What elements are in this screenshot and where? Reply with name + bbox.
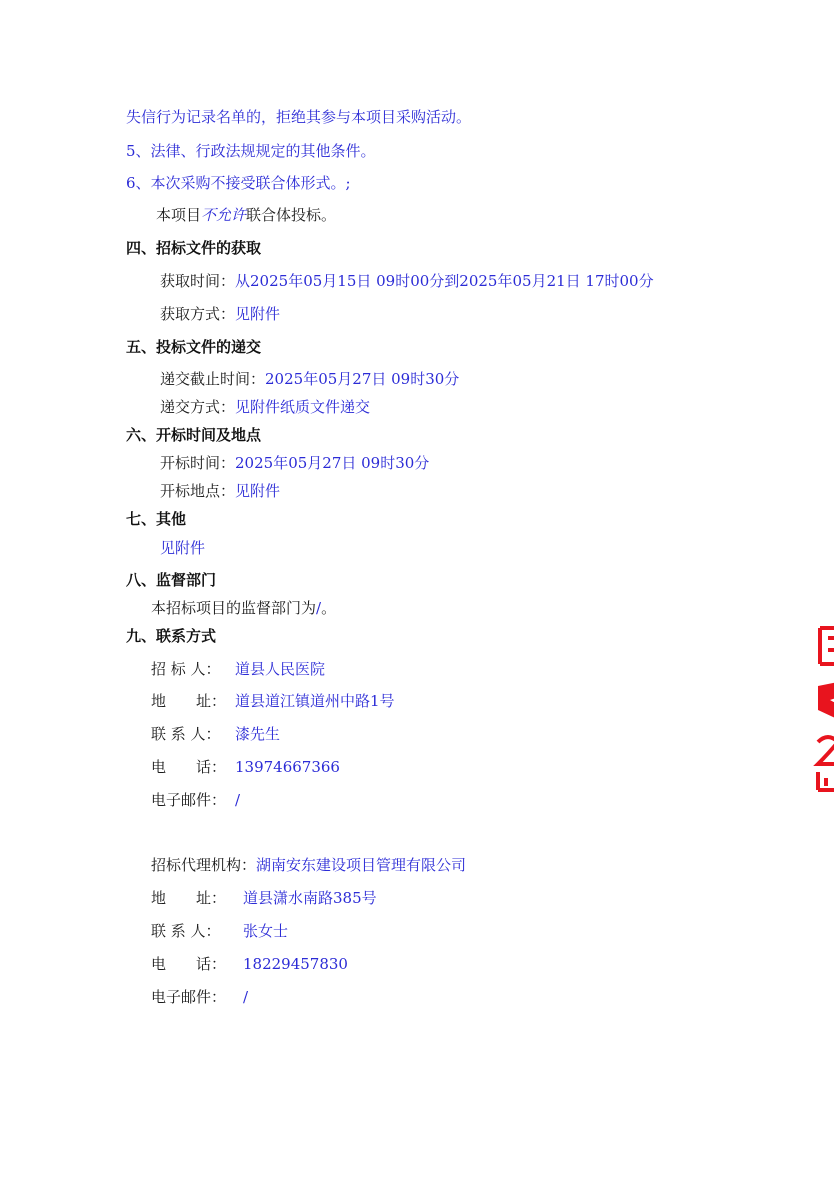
submission-method-value: 见附件纸质文件递交: [235, 398, 371, 416]
agency-name-label: 招标代理机构：: [151, 856, 257, 874]
submission-method-row: [160, 397, 370, 417]
supervision-suffix: 。: [321, 599, 337, 617]
tenderer-name-value: 道县人民医院: [235, 660, 326, 678]
acquisition-method-label: 获取方式：: [160, 305, 236, 323]
seal-stamp-icon: [808, 620, 834, 795]
consortium-statement: [156, 205, 336, 225]
consortium-prefix: 本项目: [156, 206, 202, 224]
qualification-item-5: 5、法律、行政法规规定的其他条件。: [126, 142, 376, 160]
agency-email-row: [151, 987, 248, 1007]
tenderer-address-value: 道县道江镇道州中路1号: [235, 692, 395, 710]
section-9-heading: 九、联系方式: [126, 627, 217, 645]
tenderer-address-row: [151, 691, 395, 711]
opening-time-label: 开标时间：: [160, 454, 236, 472]
agency-name-row: [151, 855, 466, 875]
tenderer-phone-value: 13974667366: [235, 758, 340, 776]
consortium-value: 不允许: [201, 206, 247, 224]
qualification-text-continued: 失信行为记录名单的，拒绝其参与本项目采购活动。: [126, 108, 472, 126]
opening-place-value: 见附件: [235, 482, 281, 500]
acquisition-time-row: [160, 271, 654, 291]
consortium-suffix: 联合体投标。: [246, 206, 337, 224]
acquisition-time-value: 从2025年05月15日 09时00分到2025年05月21日 17时00分: [235, 272, 654, 290]
opening-place-label: 开标地点：: [160, 482, 236, 500]
agency-contact-label: 联 系 人：: [151, 922, 221, 940]
tenderer-contact-row: [151, 724, 280, 744]
agency-email-value: /: [243, 988, 249, 1006]
agency-phone-row: [151, 954, 348, 974]
tenderer-email-row: [151, 790, 240, 810]
qualification-item-6: 6、本次采购不接受联合体形式。;: [126, 174, 351, 192]
opening-time-row: [160, 453, 429, 473]
agency-phone-label: 电 话：: [151, 955, 227, 973]
supervision-prefix: 本招标项目的监督部门为: [151, 599, 317, 617]
acquisition-time-label: 获取时间：: [160, 272, 236, 290]
tenderer-phone-row: [151, 757, 340, 777]
tenderer-contact-value: 漆先生: [235, 725, 281, 743]
tenderer-name-label: 招 标 人：: [151, 660, 221, 678]
agency-email-label: 电子邮件：: [151, 988, 227, 1006]
opening-time-value: 2025年05月27日 09时30分: [235, 454, 430, 472]
submission-deadline-label: 递交截止时间：: [160, 370, 266, 388]
tenderer-contact-label: 联 系 人：: [151, 725, 221, 743]
section-7-heading: 七、其他: [126, 510, 187, 528]
agency-address-value: 道县潇水南路385号: [243, 889, 377, 907]
section-8-heading: 八、监督部门: [126, 571, 217, 589]
section-4-heading: 四、招标文件的获取: [126, 239, 262, 257]
other-value: 见附件: [160, 539, 206, 557]
supervision-value: /: [316, 599, 322, 617]
submission-method-label: 递交方式：: [160, 398, 236, 416]
agency-contact-row: [151, 921, 288, 941]
tenderer-phone-label: 电 话：: [151, 758, 227, 776]
section-6-heading: 六、开标时间及地点: [126, 426, 262, 444]
section-5-heading: 五、投标文件的递交: [126, 338, 262, 356]
tenderer-email-value: /: [235, 791, 241, 809]
supervision-statement: [151, 598, 336, 618]
agency-contact-value: 张女士: [243, 922, 289, 940]
submission-deadline-value: 2025年05月27日 09时30分: [265, 370, 460, 388]
opening-place-row: [160, 481, 280, 501]
tenderer-name-row: [151, 659, 325, 679]
submission-deadline-row: [160, 369, 459, 389]
agency-address-row: [151, 888, 377, 908]
acquisition-method-value: 见附件: [235, 305, 281, 323]
agency-name-value: 湖南安东建设项目管理有限公司: [256, 856, 467, 874]
agency-address-label: 地 址：: [151, 889, 227, 907]
tenderer-address-label: 地 址：: [151, 692, 227, 710]
acquisition-method-row: [160, 304, 280, 324]
agency-phone-value: 18229457830: [243, 955, 348, 973]
tenderer-email-label: 电子邮件：: [151, 791, 227, 809]
